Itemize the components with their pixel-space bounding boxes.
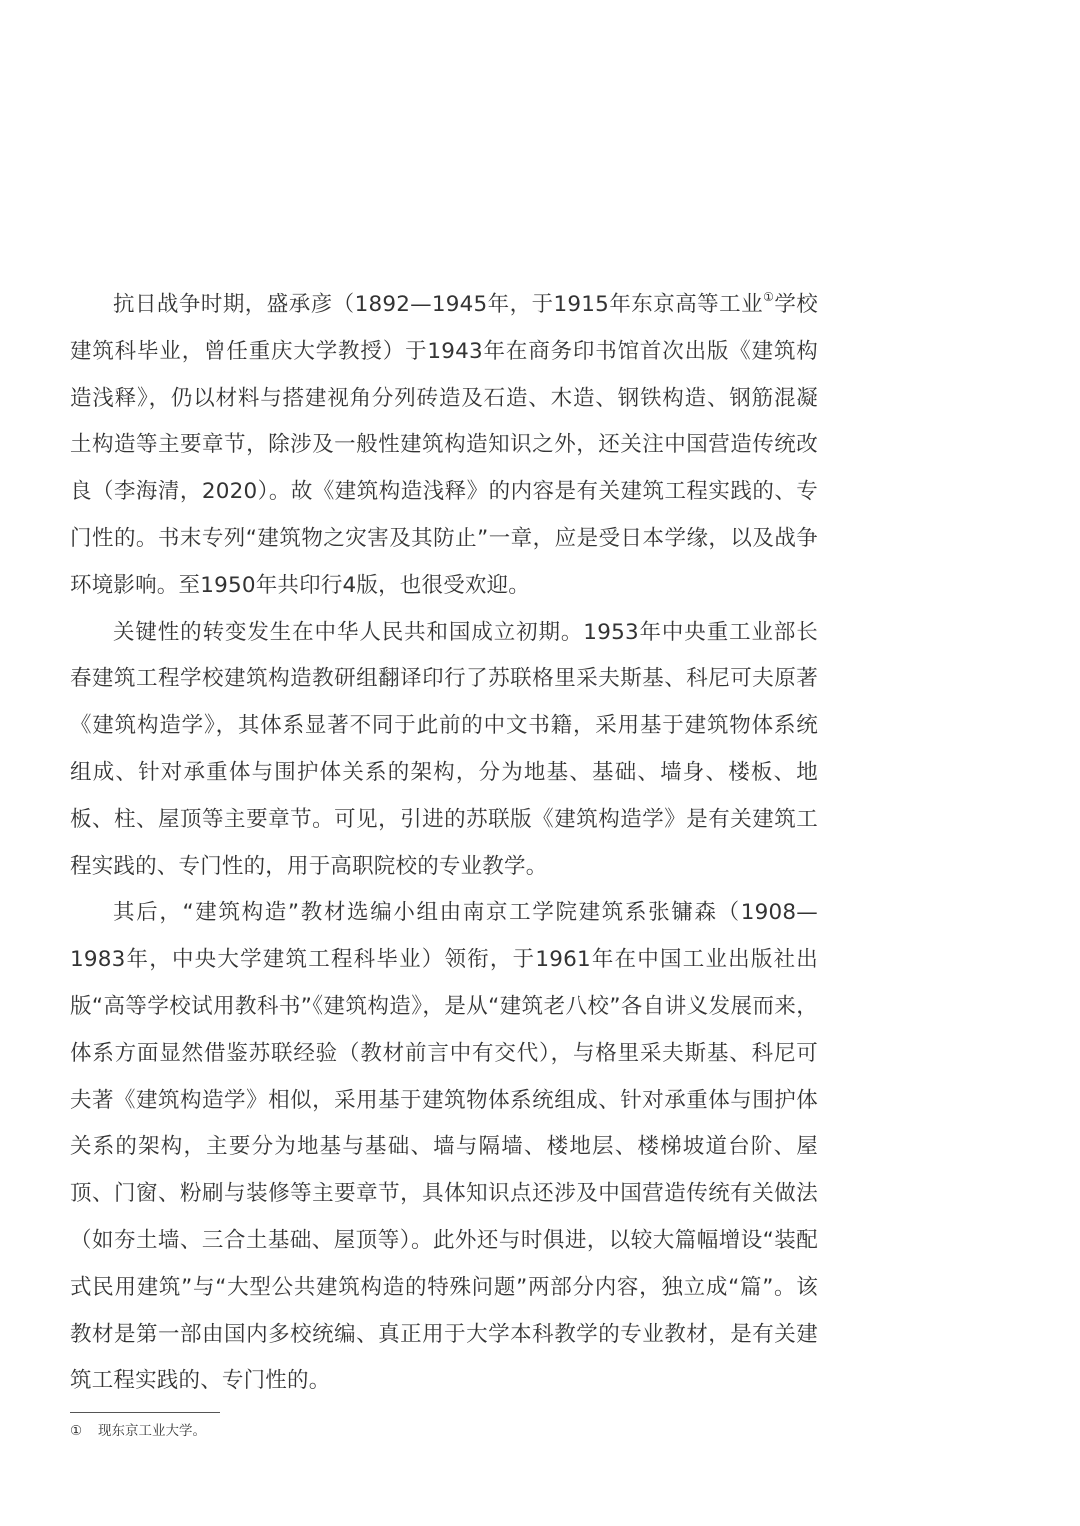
footnote — [70, 1420, 206, 1442]
paragraph-1 — [70, 282, 818, 610]
paragraph-1-part2: 学校建筑科毕业，曾任重庆大学教授）于1943年在商务印书馆首次出版《建筑构造浅释》，仍以材料与搭建视角分列砖造及石造、木造、钢铁构造、钢筋混凝土构造等主要章节，除涉及一般性建筑构造知识之外，还关注中国营造传统改良（李海清，2020）。故《建筑构造浅释》的内容是有关建筑工程实践的、专门性的。书末专列“建筑物之灾害及其防止”一章，应是受日本学缘，以及战争环境影响。至1950年共印行4版，也很受欢迎。 — [70, 292, 818, 598]
body-text — [70, 282, 818, 1405]
footnote-divider — [70, 1412, 220, 1413]
footnote-reference: ① — [763, 289, 775, 304]
paragraph-1-part1: 抗日战争时期，盛承彦（1892—1945年，于1915年东京高等工业 — [113, 292, 764, 317]
footnote-mark: ① — [70, 1423, 83, 1439]
paragraph-2: 关键性的转变发生在中华人民共和国成立初期。1953年中央重工业部长春建筑工程学校建筑构造教研组翻译印行了苏联格里采夫斯基、科尼可夫原著《建筑构造学》，其体系显著不同于此前的中文书籍，采用基于建筑物体系统组成、针对承重体与围护体关系的架构，分为地基、基础、墙身、楼板、地板、柱、屋顶等主要章节。可见，引进的苏联版《建筑构造学》是有关建筑工程实践的、专门性的，用于高职院校的专业教学。 — [70, 619, 818, 879]
paragraph-3: 其后，“建筑构造”教材选编小组由南京工学院建筑系张镛森（1908—1983年，中央大学建筑工程科毕业）领衔，于1961年在中国工业出版社出版“高等学校试用教科书”《建筑构造》，是从“建筑老八校”各自讲义发展而来，体系方面显然借鉴苏联经验（教材前言中有交代），与格里采夫斯基、科尼可夫著《建筑构造学》相似，采用基于建筑物体系统组成、针对承重体与围护体关系的架构，主要分为地基与基础、墙与隔墙、楼地层、楼梯坡道台阶、屋顶、门窗、粉刷与装修等主要章节，具体知识点还涉及中国营造传统有关做法（如夯土墙、三合土基础、屋顶等）。此外还与时俱进，以较大篇幅增设“装配式民用建筑”与“大型公共建筑构造的特殊问题”两部分内容，独立成“篇”。该教材是第一部由国内多校统编、真正用于大学本科教学的专业教材，是有关建筑工程实践的、专门性的。 — [70, 900, 818, 1394]
footnote-text: 现东京工业大学。 — [98, 1423, 206, 1439]
